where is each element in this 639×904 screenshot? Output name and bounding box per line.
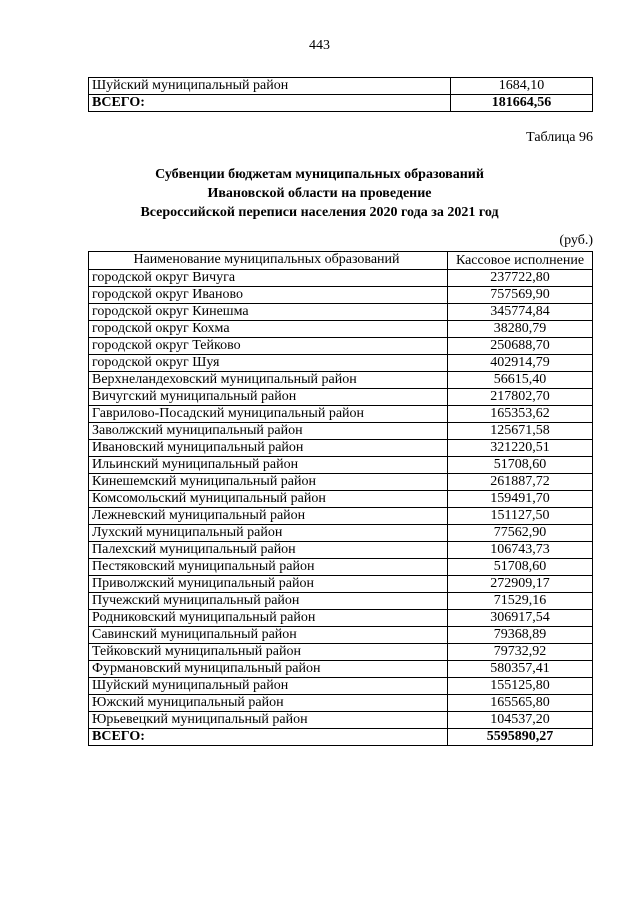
table-row bbox=[89, 559, 593, 576]
execution-value: 125671,58 bbox=[448, 423, 593, 440]
execution-value: 71529,16 bbox=[448, 593, 593, 610]
municipality-name: Лежневский муниципальный район bbox=[89, 508, 448, 525]
table-row bbox=[89, 287, 593, 304]
title-line: Субвенции бюджетам муниципальных образований bbox=[155, 167, 484, 182]
municipality-name: Пестяковский муниципальный район bbox=[89, 559, 448, 576]
table-row bbox=[89, 593, 593, 610]
municipality-name: городской округ Иваново bbox=[89, 287, 448, 304]
table-row bbox=[89, 270, 593, 287]
execution-value: 56615,40 bbox=[448, 372, 593, 389]
municipality-name: Савинский муниципальный район bbox=[89, 627, 448, 644]
execution-value: 321220,51 bbox=[448, 440, 593, 457]
municipality-name: Палехский муниципальный район bbox=[89, 542, 448, 559]
table-row bbox=[89, 389, 593, 406]
municipality-name: Приволжский муниципальный район bbox=[89, 576, 448, 593]
municipality-name: городской округ Кинешма bbox=[89, 304, 448, 321]
municipality-name: Южский муниципальный район bbox=[89, 695, 448, 712]
table-row bbox=[89, 372, 593, 389]
execution-value: 165353,62 bbox=[448, 406, 593, 423]
municipality-name: Фурмановский муниципальный район bbox=[89, 661, 448, 678]
municipality-name: Верхнеландеховский муниципальный район bbox=[89, 372, 448, 389]
table-header-row bbox=[89, 252, 593, 270]
municipality-name: Ильинский муниципальный район bbox=[89, 457, 448, 474]
municipality-name: Шуйский муниципальный район bbox=[89, 678, 448, 695]
table-row bbox=[89, 355, 593, 372]
table-row bbox=[89, 712, 593, 729]
table-row bbox=[89, 406, 593, 423]
execution-value: 261887,72 bbox=[448, 474, 593, 491]
total-row bbox=[89, 729, 593, 746]
table-row bbox=[89, 423, 593, 440]
table-row bbox=[89, 304, 593, 321]
execution-value: 580357,41 bbox=[448, 661, 593, 678]
execution-value: 151127,50 bbox=[448, 508, 593, 525]
municipality-name: Тейковский муниципальный район bbox=[89, 644, 448, 661]
page-number: 443 bbox=[309, 38, 330, 53]
execution-value: 77562,90 bbox=[448, 525, 593, 542]
execution-value: 402914,79 bbox=[448, 355, 593, 372]
execution-value: 106743,73 bbox=[448, 542, 593, 559]
municipality-name: Пучежский муниципальный район bbox=[89, 593, 448, 610]
continued-table bbox=[88, 77, 593, 112]
table-row bbox=[89, 661, 593, 678]
table-row bbox=[89, 508, 593, 525]
municipality-name: городской округ Кохма bbox=[89, 321, 448, 338]
table-row bbox=[89, 474, 593, 491]
total-value: 5595890,27 bbox=[448, 729, 593, 746]
total-row bbox=[89, 95, 593, 112]
header-value: Кассовое исполнение bbox=[448, 252, 593, 270]
total-label: ВСЕГО: bbox=[89, 729, 448, 746]
table-row bbox=[89, 576, 593, 593]
title-line: Ивановской области на проведение bbox=[207, 186, 432, 201]
municipality-name: Комсомольский муниципальный район bbox=[89, 491, 448, 508]
execution-value: 51708,60 bbox=[448, 457, 593, 474]
total-label: ВСЕГО: bbox=[89, 95, 451, 112]
municipality-name: Шуйский муниципальный район bbox=[89, 78, 451, 95]
municipality-name: Заволжский муниципальный район bbox=[89, 423, 448, 440]
subventions-table bbox=[88, 251, 593, 746]
table-row bbox=[89, 695, 593, 712]
table-title bbox=[0, 165, 639, 222]
table-row bbox=[89, 338, 593, 355]
execution-value: 250688,70 bbox=[448, 338, 593, 355]
execution-value: 79368,89 bbox=[448, 627, 593, 644]
table-row bbox=[89, 78, 593, 95]
table-row bbox=[89, 644, 593, 661]
execution-value: 51708,60 bbox=[448, 559, 593, 576]
execution-value: 104537,20 bbox=[448, 712, 593, 729]
municipality-name: Юрьевецкий муниципальный район bbox=[89, 712, 448, 729]
table-row bbox=[89, 491, 593, 508]
total-value: 181664,56 bbox=[451, 95, 593, 112]
header-name: Наименование муниципальных образований bbox=[89, 252, 448, 270]
currency-unit: (руб.) bbox=[559, 233, 593, 248]
execution-value: 757569,90 bbox=[448, 287, 593, 304]
execution-value: 217802,70 bbox=[448, 389, 593, 406]
execution-value: 306917,54 bbox=[448, 610, 593, 627]
table-row bbox=[89, 440, 593, 457]
table-row bbox=[89, 627, 593, 644]
municipality-name: Кинешемский муниципальный район bbox=[89, 474, 448, 491]
table-row bbox=[89, 678, 593, 695]
municipality-name: Ивановский муниципальный район bbox=[89, 440, 448, 457]
execution-value: 79732,92 bbox=[448, 644, 593, 661]
table-row bbox=[89, 457, 593, 474]
execution-value: 38280,79 bbox=[448, 321, 593, 338]
municipality-name: городской округ Шуя bbox=[89, 355, 448, 372]
table-number: Таблица 96 bbox=[526, 130, 593, 145]
municipality-name: Родниковский муниципальный район bbox=[89, 610, 448, 627]
execution-value: 345774,84 bbox=[448, 304, 593, 321]
execution-value: 1684,10 bbox=[451, 78, 593, 95]
municipality-name: городской округ Вичуга bbox=[89, 270, 448, 287]
execution-value: 165565,80 bbox=[448, 695, 593, 712]
execution-value: 159491,70 bbox=[448, 491, 593, 508]
execution-value: 237722,80 bbox=[448, 270, 593, 287]
execution-value: 155125,80 bbox=[448, 678, 593, 695]
municipality-name: городской округ Тейково bbox=[89, 338, 448, 355]
table-row bbox=[89, 525, 593, 542]
table-row bbox=[89, 321, 593, 338]
municipality-name: Вичугский муниципальный район bbox=[89, 389, 448, 406]
title-line: Всероссийской переписи населения 2020 года за 2021 год bbox=[140, 205, 499, 220]
municipality-name: Лухский муниципальный район bbox=[89, 525, 448, 542]
table-row bbox=[89, 542, 593, 559]
municipality-name: Гаврилово-Посадский муниципальный район bbox=[89, 406, 448, 423]
execution-value: 272909,17 bbox=[448, 576, 593, 593]
table-row bbox=[89, 610, 593, 627]
